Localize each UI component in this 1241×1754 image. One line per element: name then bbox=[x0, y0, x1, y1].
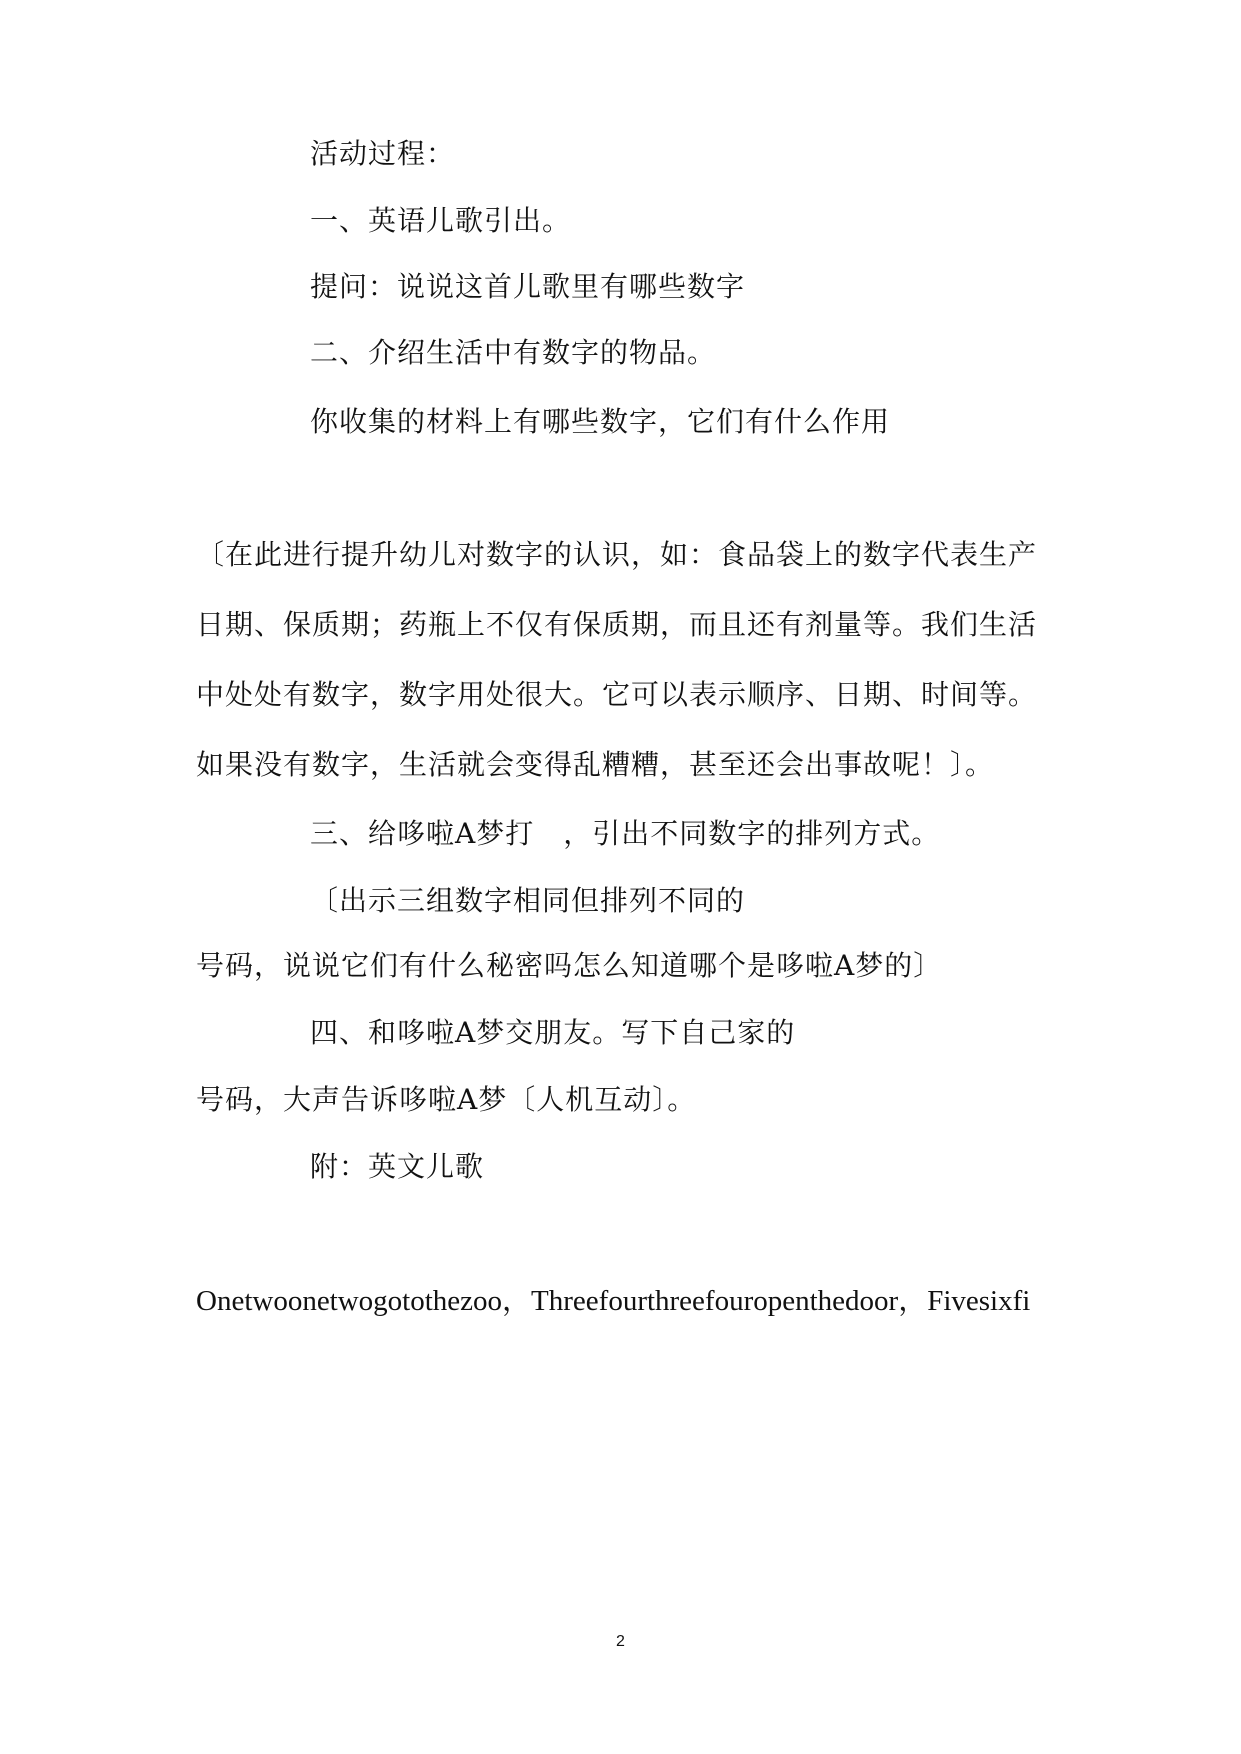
note-line: 〔出示三组数字相同但排列不同的 bbox=[310, 884, 746, 917]
question-text: 提问：说说这首儿歌里有哪些数字 bbox=[310, 270, 746, 303]
english-rhyme-line: Onetwoonetwogotothezoo，Threefourthreefouropenthedoor，Fivesixfi bbox=[196, 1285, 1031, 1317]
step-three-heading: 三、给哆啦A梦打 ，引出不同数字的排列方式。 bbox=[310, 817, 941, 850]
paragraph-line: 日期、保质期；药瓶上不仅有保质期，而且还有剂量等。我们生活 bbox=[196, 608, 1038, 641]
paragraph-line: 如果没有数字，生活就会变得乱糟糟，甚至还会出事故呢！〕。 bbox=[196, 748, 995, 781]
step-one-heading: 一、英语儿歌引出。 bbox=[310, 204, 572, 237]
step-two-heading: 二、介绍生活中有数字的物品。 bbox=[310, 336, 717, 369]
appendix-heading: 附：英文儿歌 bbox=[310, 1150, 485, 1183]
paragraph-line: 〔在此进行提升幼儿对数字的认识，如：食品袋上的数字代表生产 bbox=[196, 538, 1038, 571]
section-heading-activity-process: 活动过程： bbox=[310, 137, 456, 170]
material-question: 你收集的材料上有哪些数字，它们有什么作用 bbox=[310, 405, 891, 438]
paragraph-line: 中处处有数字，数字用处很大。它可以表示顺序、日期、时间等。 bbox=[196, 678, 1038, 711]
note-line: 号码，说说它们有什么秘密吗怎么知道哪个是哆啦A梦的〕 bbox=[196, 949, 943, 982]
page-number: 2 bbox=[616, 1633, 625, 1650]
step-four-line: 号码，大声告诉哆啦A梦〔人机互动〕。 bbox=[196, 1083, 697, 1116]
step-four-heading: 四、和哆啦A梦交朋友。写下自己家的 bbox=[310, 1016, 796, 1049]
